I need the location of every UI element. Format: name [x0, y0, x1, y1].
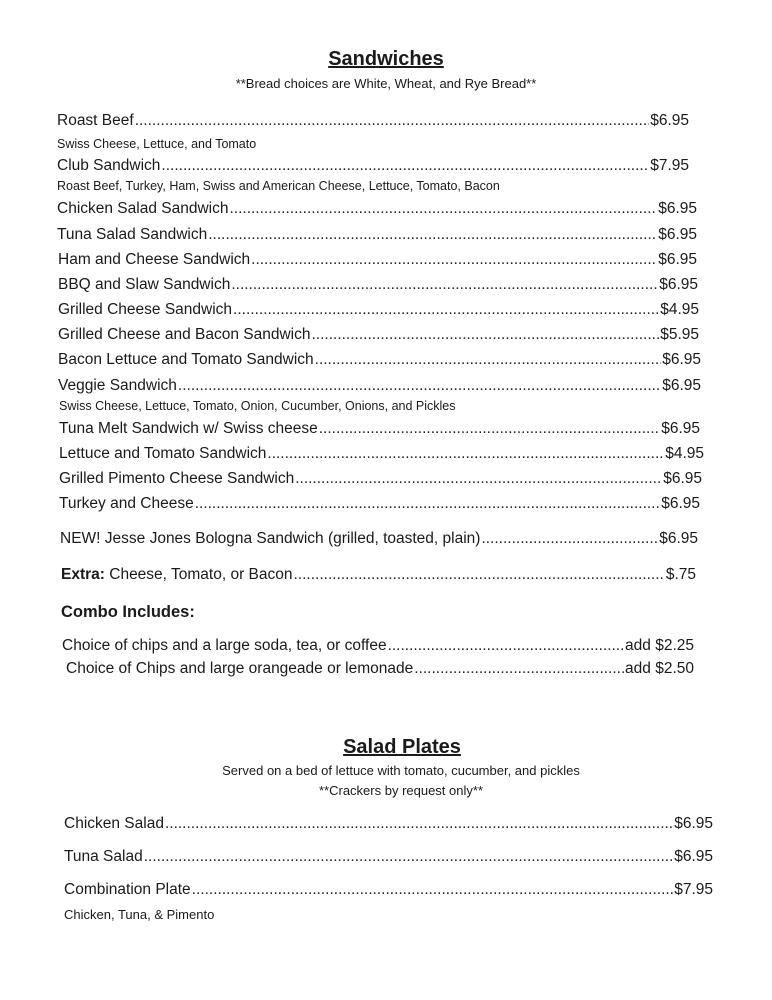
combo-price: add $2.25 [625, 637, 694, 654]
item-name: Tuna Salad [64, 848, 143, 865]
item-price: $6.95 [659, 530, 698, 547]
item-name: Chicken Salad [64, 815, 164, 832]
item-name: Tuna Melt Sandwich w/ Swiss cheese [59, 420, 318, 437]
item-name: NEW! Jesse Jones Bologna Sandwich (grilled, toasted, plain) [60, 530, 481, 547]
item-price: $6.95 [658, 226, 697, 243]
item-price: $5.95 [660, 326, 699, 343]
item-price: $6.95 [661, 420, 700, 437]
menu-item-new [60, 530, 698, 548]
menu-item [57, 112, 689, 130]
menu-item [59, 470, 702, 488]
combo-item [66, 660, 694, 678]
item-price: $6.95 [674, 815, 713, 832]
extra-line [61, 566, 696, 584]
salad-item [64, 815, 713, 833]
item-name: Club Sandwich [57, 157, 161, 174]
bread-note: **Bread choices are White, Wheat, and Rye Bread** [235, 76, 537, 91]
item-name: Veggie Sandwich [58, 377, 177, 394]
salad-item [64, 881, 713, 899]
item-description: Roast Beef, Turkey, Ham, Swiss and American Cheese, Lettuce, Tomato, Bacon [57, 179, 500, 193]
item-name: Roast Beef [57, 112, 134, 129]
menu-item [58, 301, 699, 319]
item-price: $6.95 [658, 251, 697, 268]
item-price: $6.95 [662, 351, 701, 368]
menu-item [58, 326, 699, 344]
combo-price: add $2.50 [625, 660, 694, 677]
menu-item [58, 251, 697, 269]
item-price: $7.95 [650, 157, 689, 174]
menu-item [57, 157, 689, 175]
item-name: Ham and Cheese Sandwich [58, 251, 251, 268]
menu-item [58, 351, 701, 369]
item-price: $4.95 [660, 301, 699, 318]
item-price: $6.95 [659, 276, 698, 293]
item-price: $7.95 [674, 881, 713, 898]
combo-text: Choice of Chips and large orangeade or lemonade [66, 660, 414, 677]
menu-item [57, 226, 697, 244]
extra-label: Extra: [61, 566, 105, 583]
item-name: Tuna Salad Sandwich [57, 226, 208, 243]
menu-item [57, 200, 697, 218]
salad-plates-heading: Salad Plates [343, 736, 461, 758]
menu-item [58, 377, 701, 395]
item-name: BBQ and Slaw Sandwich [58, 276, 231, 293]
menu-item [59, 420, 700, 438]
menu-item [59, 495, 700, 513]
item-price: $6.95 [674, 848, 713, 865]
item-description: Chicken, Tuna, & Pimento [64, 907, 215, 922]
combo-text: Choice of chips and a large soda, tea, or coffee [62, 637, 387, 654]
crackers-note: **Crackers by request only** [318, 783, 484, 798]
item-price: $6.95 [662, 377, 701, 394]
menu-item [59, 445, 704, 463]
item-name: Lettuce and Tomato Sandwich [59, 445, 267, 462]
item-name: Grilled Cheese Sandwich [58, 301, 233, 318]
item-price: $4.95 [665, 445, 704, 462]
item-description: Swiss Cheese, Lettuce, Tomato, Onion, Cucumber, Onions, and Pickles [59, 399, 456, 413]
item-price: $6.95 [663, 470, 702, 487]
extra-text: Cheese, Tomato, or Bacon [109, 566, 293, 583]
salad-note: Served on a bed of lettuce with tomato, cucumber, and pickles [222, 763, 580, 778]
item-price: $6.95 [658, 200, 697, 217]
item-price: $6.95 [661, 495, 700, 512]
sandwiches-heading: Sandwiches [328, 48, 444, 70]
item-price: $6.95 [650, 112, 689, 129]
item-name: Chicken Salad Sandwich [57, 200, 229, 217]
salad-item [64, 848, 713, 866]
item-name: Grilled Cheese and Bacon Sandwich [58, 326, 311, 343]
item-name: Turkey and Cheese [59, 495, 194, 512]
item-name: Bacon Lettuce and Tomato Sandwich [58, 351, 314, 368]
combo-heading: Combo Includes: [61, 603, 195, 621]
menu-item [58, 276, 698, 294]
item-description: Swiss Cheese, Lettuce, and Tomato [57, 137, 257, 151]
item-name: Grilled Pimento Cheese Sandwich [59, 470, 295, 487]
combo-item [62, 637, 694, 655]
extra-price: $.75 [665, 566, 696, 583]
item-name: Combination Plate [64, 881, 191, 898]
